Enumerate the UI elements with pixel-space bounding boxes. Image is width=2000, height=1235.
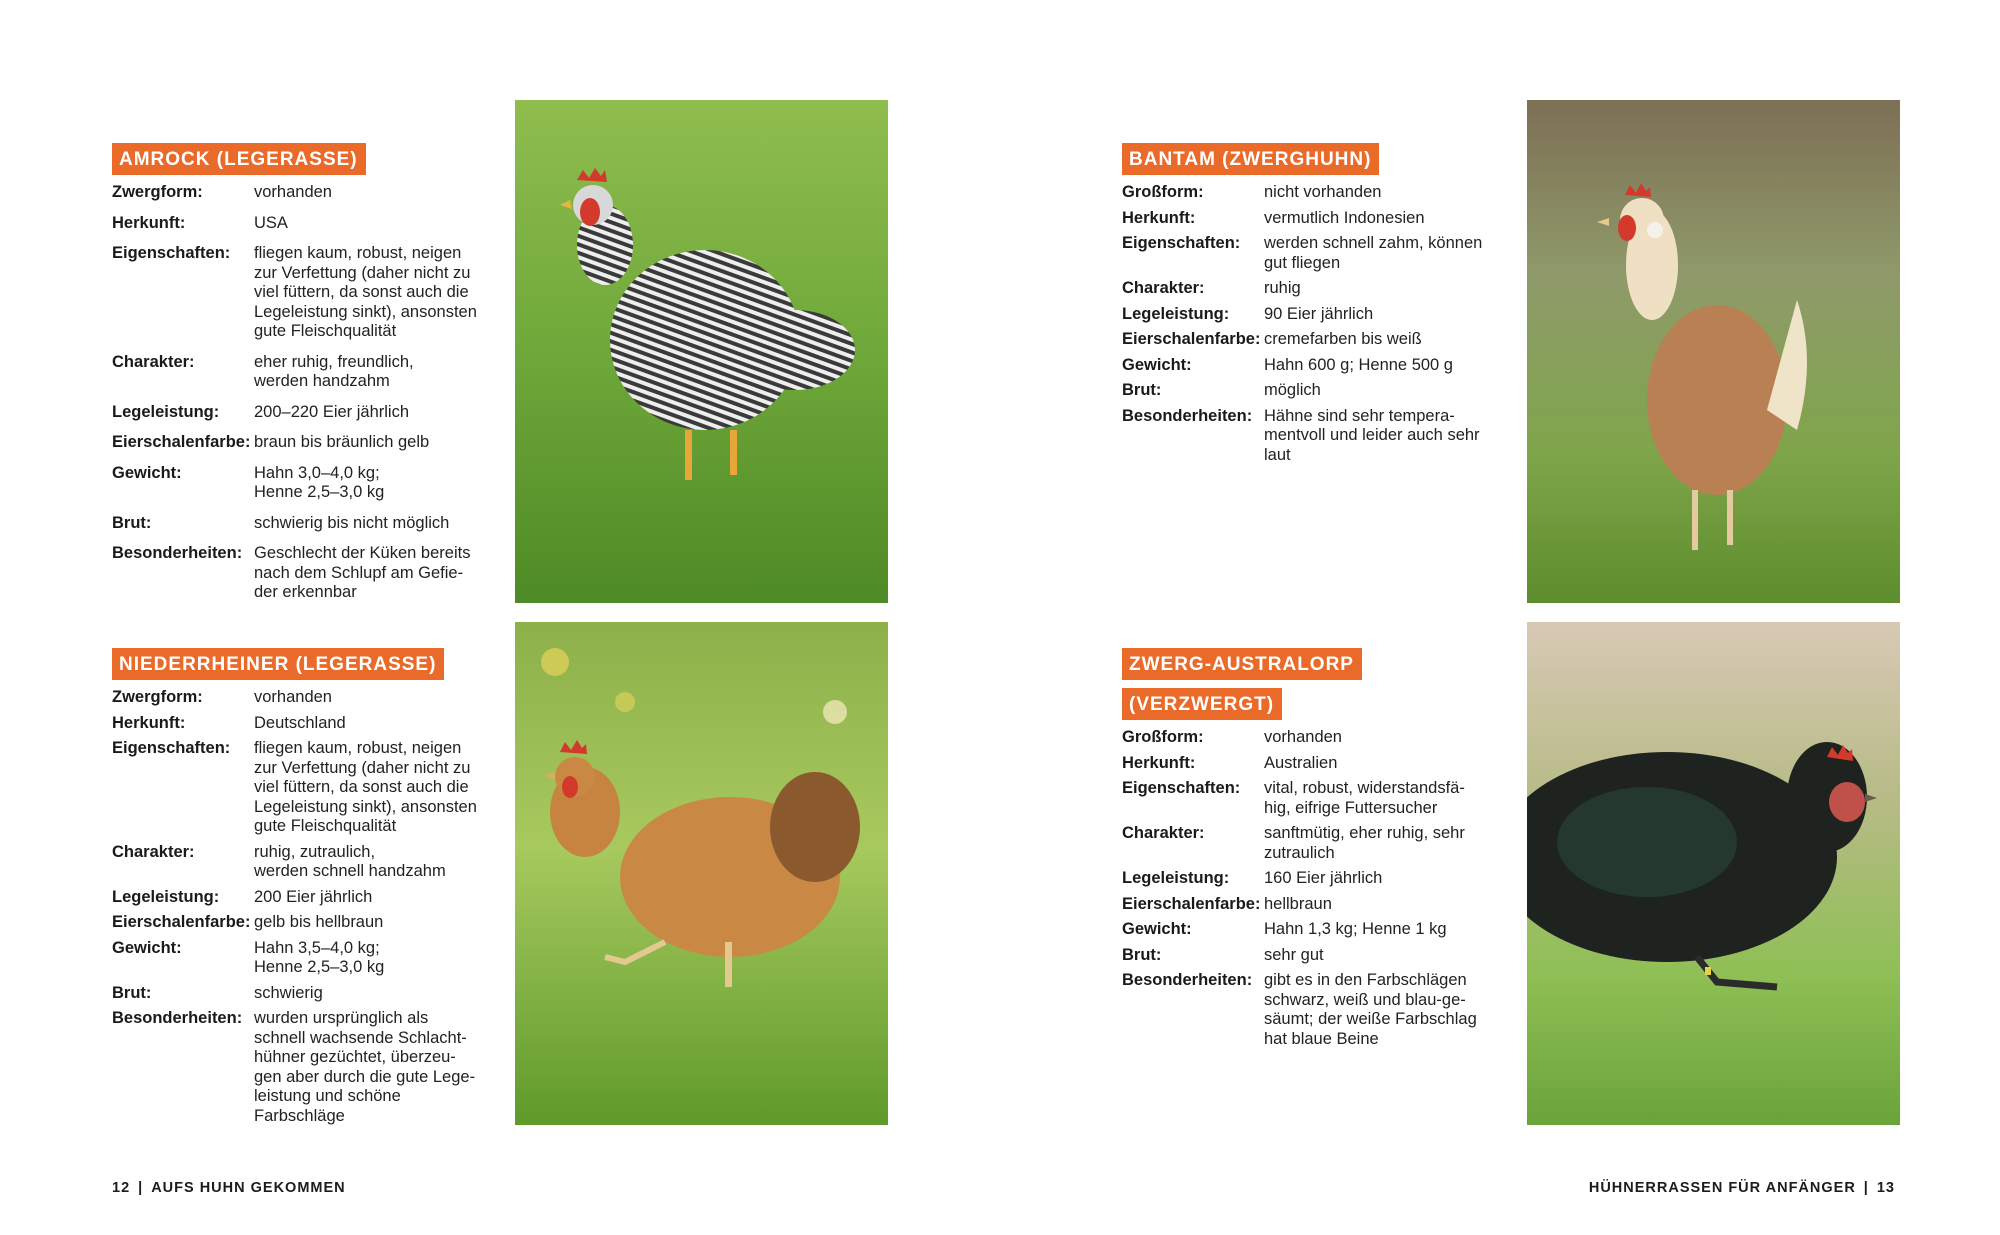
breed-details xyxy=(112,183,502,603)
detail-row: Eigenschaften: fliegen kaum, robust, neigen zur Verfettung (daher nicht zu viel füttern, da sonst auch die Legeleistung sinkt), ansonsten gute Fleischqualität xyxy=(112,739,477,835)
detail-row: Charakter: eher ruhig, freundlich, werden handzahm xyxy=(112,352,414,390)
detail-row: Eigenschaften: fliegen kaum, robust, neigen zur Verfettung (daher nicht zu viel füttern, da sonst auch die Legeleistung sinkt), ansonsten gute Fleischqualität xyxy=(112,244,477,340)
detail-row: Legeleistung: 90 Eier jährlich xyxy=(1122,304,1374,323)
detail-row: Charakter: ruhig, zutraulich, werden schnell handzahm xyxy=(112,842,446,880)
breed-card-niederrheiner xyxy=(112,648,502,1132)
buff-hen-photo xyxy=(515,622,888,1125)
breed-title: ZWERG-AUSTRALORP xyxy=(1122,648,1362,680)
detail-row: Brut: schwierig xyxy=(112,983,323,1002)
breed-card-zwerg-australorp xyxy=(1122,648,1512,1055)
detail-row: Eierschalenfarbe: gelb bis hellbraun xyxy=(112,913,384,931)
right-page xyxy=(1000,0,2000,1235)
detail-row: Eierschalenfarbe: cremefarben bis weiß xyxy=(1122,330,1422,348)
breed-card-amrock xyxy=(112,143,502,609)
detail-row: Charakter: sanftmütig, eher ruhig, sehr zutraulich xyxy=(1122,824,1465,862)
detail-row: Brut: sehr gut xyxy=(1122,945,1324,964)
detail-row: Besonderheiten: gibt es in den Farbschlägen schwarz, weiß und blau-ge- säumt; der weiße Farbschlag hat blaue Beine xyxy=(1122,971,1477,1048)
detail-row: Zwergform: vorhanden xyxy=(112,183,332,201)
breed-title: BANTAM (ZWERGHUHN) xyxy=(1122,143,1379,175)
detail-row: Gewicht: Hahn 3,5–4,0 kg; Henne 2,5–3,0 kg xyxy=(112,938,385,976)
detail-row: Zwergform: vorhanden xyxy=(112,688,332,706)
page-number: 12 xyxy=(112,1180,131,1196)
running-title: AUFS HUHN GEKOMMEN xyxy=(151,1180,346,1196)
breed-title: NIEDERRHEINER (LEGERASSE) xyxy=(112,648,444,680)
detail-row: Herkunft: vermutlich Indonesien xyxy=(1122,208,1425,227)
detail-row: Eierschalenfarbe: braun bis bräunlich gelb xyxy=(112,433,430,451)
page-number: 13 xyxy=(1876,1180,1895,1196)
detail-row: Legeleistung: 160 Eier jährlich xyxy=(1122,869,1383,887)
detail-row: Großform: nicht vorhanden xyxy=(1122,183,1382,201)
breed-title-continued: (VERZWERGT) xyxy=(1122,688,1282,720)
detail-row: Herkunft: Deutschland xyxy=(112,713,346,732)
detail-row: Legeleistung: 200–220 Eier jährlich xyxy=(112,402,410,421)
barred-gray-hen-photo xyxy=(515,100,888,603)
black-hen-photo xyxy=(1527,622,1900,1125)
detail-row: Eigenschaften: vital, robust, widerstandsfä- hig, eifrige Futtersucher xyxy=(1122,779,1465,817)
footer-separator: | xyxy=(1863,1180,1869,1196)
detail-row: Brut: schwierig bis nicht möglich xyxy=(112,513,450,532)
breed-details xyxy=(1122,728,1512,1049)
page-footer xyxy=(112,1180,346,1196)
breed-title: AMROCK (LEGERASSE) xyxy=(112,143,366,175)
page-footer xyxy=(1589,1180,1895,1196)
detail-row: Besonderheiten: Geschlecht der Küken bereits nach dem Schlupf am Gefie- der erkennbar xyxy=(112,544,471,601)
detail-row: Herkunft: USA xyxy=(112,213,288,232)
detail-row: Besonderheiten: wurden ursprünglich als schnell wachsende Schlacht- hühner gezüchtet, überzeu- gen aber durch die gute Lege- leistung und schöne Farbschläge xyxy=(112,1009,476,1125)
cream-bantam-hen-photo xyxy=(1527,100,1900,603)
detail-row: Besonderheiten: Hähne sind sehr tempera- mentvoll und leider auch sehr laut xyxy=(1122,406,1480,464)
detail-row: Brut: möglich xyxy=(1122,381,1321,399)
detail-row: Gewicht: Hahn 600 g; Henne 500 g xyxy=(1122,355,1453,374)
breed-card-bantam xyxy=(1122,143,1512,471)
detail-row: Charakter: ruhig xyxy=(1122,279,1301,297)
breed-details xyxy=(112,688,502,1126)
detail-row: Eigenschaften: werden schnell zahm, können gut fliegen xyxy=(1122,234,1483,272)
detail-row: Legeleistung: 200 Eier jährlich xyxy=(112,887,373,906)
footer-separator: | xyxy=(138,1180,144,1196)
detail-row: Eierschalenfarbe: hellbraun xyxy=(1122,894,1332,913)
detail-row: Großform: vorhanden xyxy=(1122,728,1342,746)
detail-row: Gewicht: Hahn 1,3 kg; Henne 1 kg xyxy=(1122,920,1447,938)
running-title: HÜHNERRASSEN FÜR ANFÄNGER xyxy=(1588,1180,1856,1196)
detail-row: Gewicht: Hahn 3,0–4,0 kg; Henne 2,5–3,0 kg xyxy=(112,463,385,501)
detail-row: Herkunft: Australien xyxy=(1122,753,1338,772)
breed-details xyxy=(1122,183,1512,465)
